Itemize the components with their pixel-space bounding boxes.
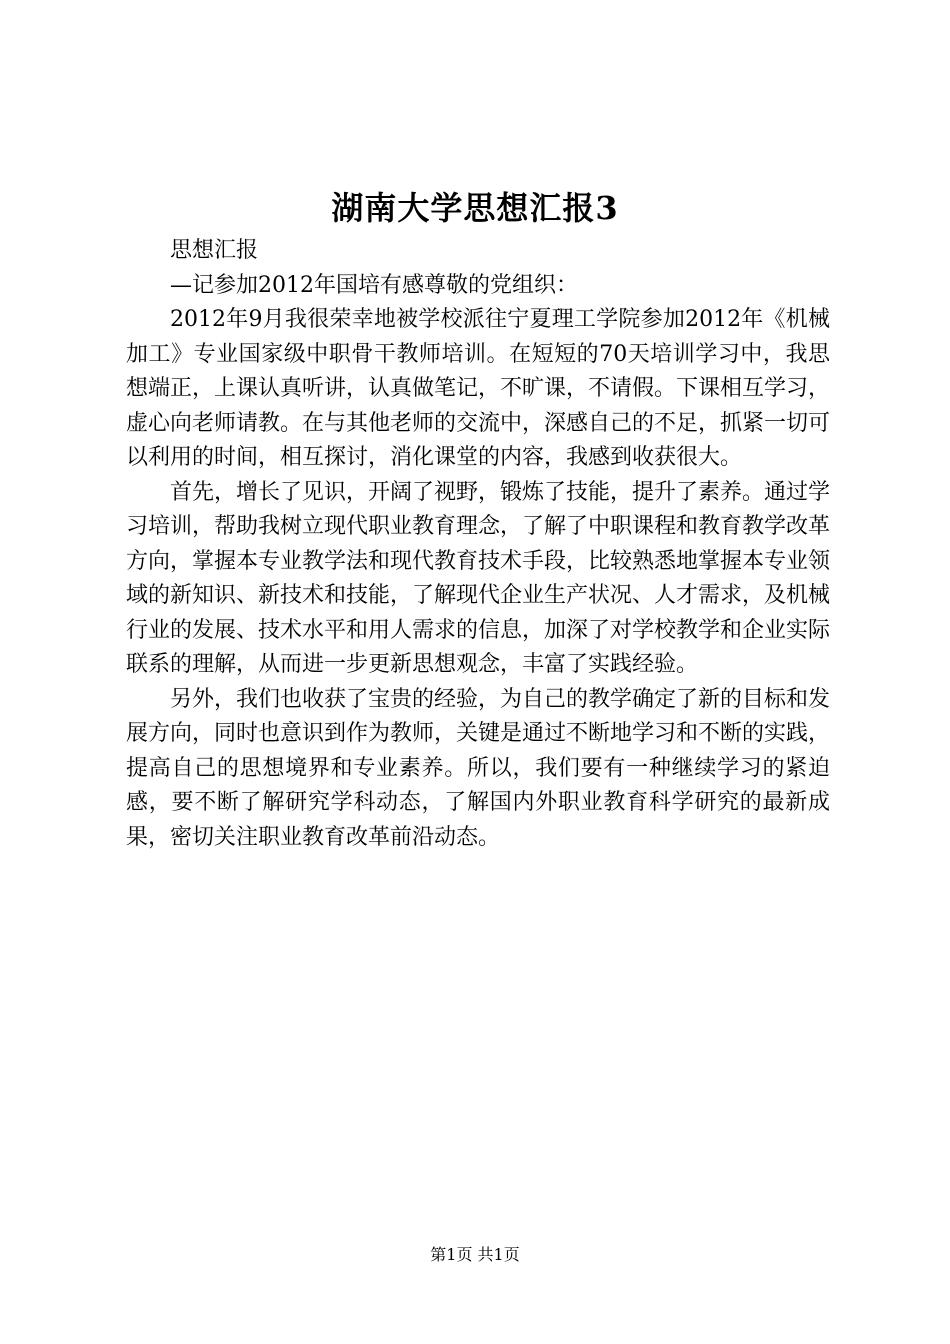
paragraph-3: 另外，我们也收获了宝贵的经验，为自己的教学确定了新的目标和发展方向，同时也意识到作为教师，关键是通过不断地学习和不断的实践，提高自己的思想境界和专业素养。所以，我们要有一种继续学习的紧迫感，要不断了解研究学科动态，了解国内外职业教育科学研究的最新成果，密切关注职业教育改革前沿动态。 <box>126 686 831 850</box>
document-body <box>126 234 830 855</box>
paragraph-heading: 思想汇报 <box>170 238 259 263</box>
paragraph-2: 首先，增长了见识，开阔了视野，锻炼了技能，提升了素养。通过学习培训，帮助我树立现代职业教育理念，了解了中职课程和教育教学改革方向，掌握本专业教学法和现代教育技术手段，比较熟悉地掌握本专业领域的新知识、新技术和技能，了解现代企业生产状况、人才需求，及机械行业的发展、技术水平和用人需求的信息，加深了对学校教学和企业实际联系的理解，从而进一步更新思想观念，丰富了实践经验。 <box>126 479 831 677</box>
page-footer: 第1页 共1页 <box>430 1245 520 1264</box>
document-title: 湖南大学思想汇报3 <box>331 189 619 227</box>
paragraph-subtitle-salutation: —记参加2012年国培有感尊敬的党组织： <box>170 272 578 298</box>
paragraph-1: 2012年9月我很荣幸地被学校派往宁夏理工学院参加2012年《机械加工》专业国家级中职骨干教师培训。在短短的70天培训学习中，我思想端正，上课认真听讲，认真做笔记，不旷课，不请假。下课相互学习，虚心向老师请教。在与其他老师的交流中，深感自己的不足，抓紧一切可以利用的时间，相互探讨，消化课堂的内容，我感到收获很大。 <box>126 307 831 470</box>
